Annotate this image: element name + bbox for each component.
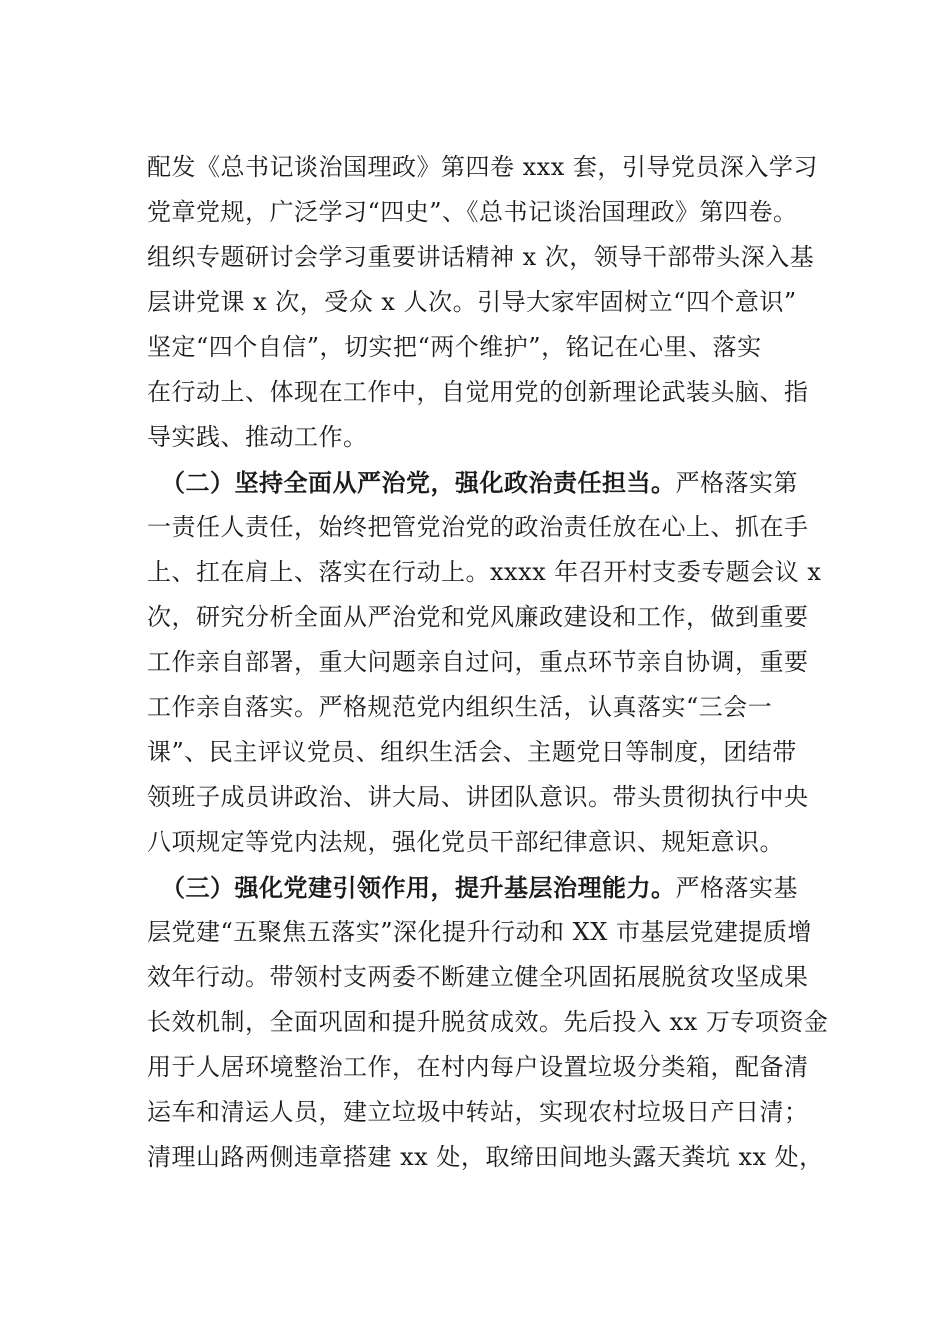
paragraph-line: 坚定“四个自信”，切实把“两个维护”，铭记在心里、落实 (147, 333, 762, 361)
paragraph-line: 效年行动。带领村支两委不断建立健全巩固拓展脱贫攻坚成果 (147, 963, 809, 991)
section-heading: （三）强化党建引领作用，提升基层治理能力。 (161, 873, 676, 902)
paragraph-line: 工作亲自部署，重大问题亲自过问，重点环节亲自协调，重要 (147, 648, 809, 676)
paragraph-line: 工作亲自落实。严格规范党内组织生活，认真落实“三会一 (147, 693, 773, 721)
section-heading: （二）坚持全面从严治党，强化政治责任担当。 (161, 468, 676, 497)
paragraph-line: 导实践、推动工作。 (147, 423, 368, 451)
paragraph-line: 层党建“五聚焦五落实”深化提升行动和 XX 市基层党建提质增 (147, 918, 812, 946)
paragraph-2 (147, 460, 837, 865)
paragraph-1 (147, 145, 837, 460)
paragraph-line: 清理山路两侧违章搭建 xx 处，取缔田间地头露天粪坑 xx 处， (147, 1143, 824, 1171)
paragraph-line: 层讲党课 x 次，受众 x 人次。引导大家牢固树立“四个意识” (147, 288, 797, 316)
first-line-text: 严格落实第 (675, 469, 798, 497)
paragraph-line: 课”、民主评议党员、组织生活会、主题党日等制度，团结带 (147, 738, 797, 766)
first-line-text: 严格落实基 (675, 874, 798, 902)
paragraph-line: 配发《总书记谈治国理政》第四卷 xxx 套，引导党员深入学习 (147, 153, 818, 181)
paragraph-3 (147, 865, 837, 1180)
paragraph-first-line (147, 460, 837, 505)
paragraph-line: 用于人居环境整治工作，在村内每户设置垃圾分类箱，配备清 (147, 1053, 809, 1081)
paragraph-line: 一责任人责任，始终把管党治党的政治责任放在心上、抓在手 (147, 513, 809, 541)
paragraph-first-line (147, 865, 837, 910)
paragraph-line: 长效机制，全面巩固和提升脱贫成效。先后投入 xx 万专项资金 (147, 1008, 829, 1036)
paragraph-line: 组织专题研讨会学习重要讲话精神 x 次，领导干部带头深入基 (147, 243, 815, 271)
paragraph-line: 在行动上、体现在工作中，自觉用党的创新理论武装头脑、指 (147, 378, 809, 406)
paragraph-line: 上、扛在肩上、落实在行动上。xxxx 年召开村支委专题会议 x (147, 558, 822, 586)
document-body (147, 145, 837, 1180)
paragraph-line: 运车和清运人员，建立垃圾中转站，实现农村垃圾日产日清； (147, 1098, 809, 1126)
paragraph-line: 党章党规，广泛学习“四史”、《总书记谈治国理政》第四卷。 (147, 198, 798, 226)
paragraph-line: 八项规定等党内法规，强化党员干部纪律意识、规矩意识。 (147, 828, 784, 856)
paragraph-line: 领班子成员讲政治、讲大局、讲团队意识。带头贯彻执行中央 (147, 783, 809, 811)
paragraph-line: 次，研究分析全面从严治党和党风廉政建设和工作，做到重要 (147, 603, 809, 631)
